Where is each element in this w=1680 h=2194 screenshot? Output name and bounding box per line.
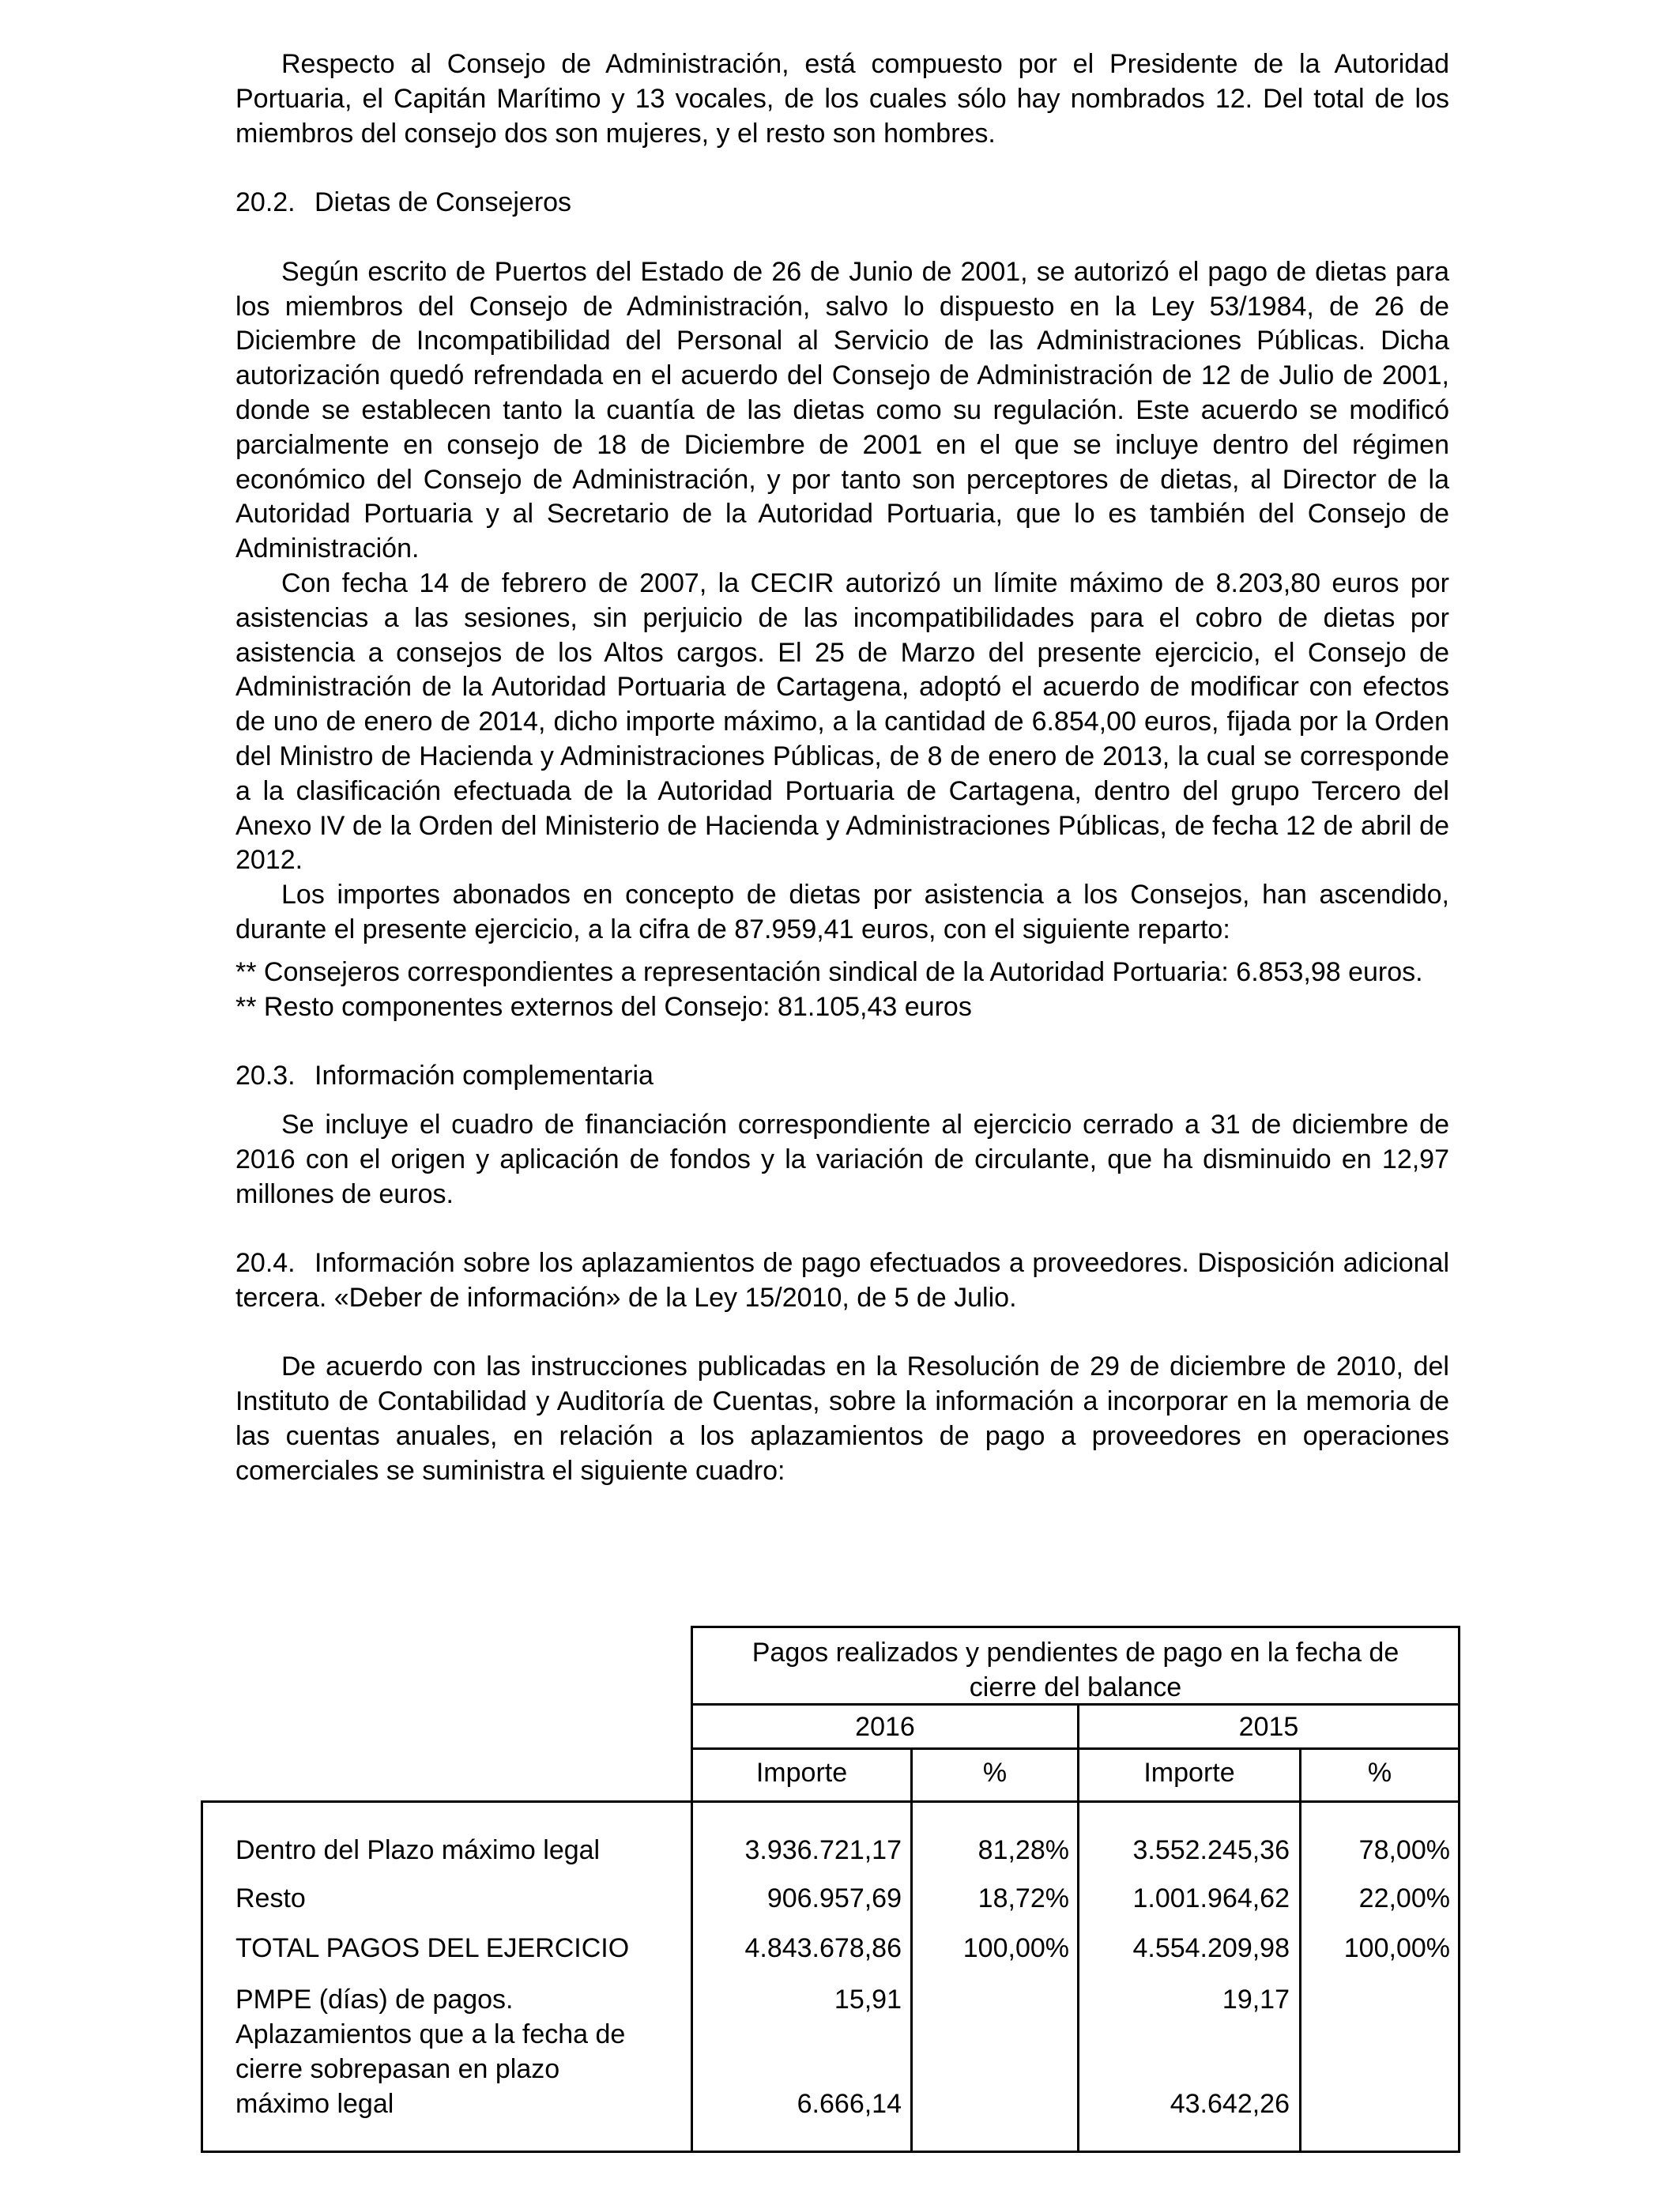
row-label-line: máximo legal <box>235 2088 394 2119</box>
header-title-line: cierre del balance <box>969 1672 1182 1702</box>
importe-2015-header: Importe <box>1143 1758 1235 1788</box>
pct-2015: 100,00% <box>1343 1933 1450 1963</box>
importe-2016: 906.957,69 <box>767 1883 902 1913</box>
pct-2016: 81,28% <box>977 1835 1069 1865</box>
paragraph-cecir-limite: Con fecha 14 de febrero de 2007, la CECIR autorizó un límite máximo de 8.203,80 euros por asistencias a las sesiones, sin perjuicio de las incompatibilidades para el cobro de dietas por asistencia a consejos de los Altos cargos. El 25 de Marzo del presente ejercicio, el Consejo de Administración de la Autoridad Portuaria de Cartagena, adoptó el acuerdo de modificar con efectos de uno de enero de 2014, dicho importe máximo, a la cantidad de 6.854,00 euros, fijada por la Orden del Ministro de Hacienda y Administraciones Públicas, de 8 de enero de 2013, la cual se corresponde a la clasificación efectuada de la Autoridad Portuaria de Cartagena, dentro del grupo Tercero del Anexo IV de la Orden del Ministerio de Hacienda y Administraciones Públicas, de fecha 12 de abril de 2012. <box>235 567 1449 876</box>
importe-2015: 43.642,26 <box>1170 2089 1290 2119</box>
pct-2015: 78,00% <box>1358 1835 1450 1865</box>
section-title: Información sobre los aplazamientos de pago efectuados a proveedores. Disposición adicional tercera. «Deber de información» de la Ley 15/2010, de 5 de Julio. <box>235 1248 1449 1313</box>
table-border <box>201 1800 1460 1803</box>
section-heading-20-3 <box>235 1059 1449 1094</box>
header-title-line: Pagos realizados y pendientes de pago en la fecha de <box>751 1638 1399 1668</box>
section-number: 20.4. <box>235 1248 296 1279</box>
pct-2015: 22,00% <box>1358 1883 1450 1913</box>
paragraph-instrucciones-icac: De acuerdo con las instrucciones publicadas en la Resolución de 29 de diciembre de 2010, del Instituto de Contabilidad y Auditoría de Cuentas, sobre la información a incorporar en la memoria de las cuentas anuales, en relación a los aplazamientos de pago a proveedores en operaciones comerciales se suministra el siguiente cuadro: <box>235 1351 1449 1486</box>
row-label <box>235 2018 625 2121</box>
section-heading-20-2 <box>235 186 1449 221</box>
year-2015-header: 2015 <box>1238 1712 1299 1742</box>
table-border <box>201 2151 1460 2153</box>
bullet-consejeros-sindical: ** Consejeros correspondientes a representación sindical de la Autoridad Portuaria: 6.853,98 euros. <box>235 956 1423 987</box>
section-title: Información complementaria <box>315 1061 654 1091</box>
importe-2016-header: Importe <box>755 1758 848 1788</box>
pct-2016: 100,00% <box>962 1933 1069 1963</box>
importe-2015: 1.001.964,62 <box>1132 1883 1290 1913</box>
paragraph-importes-abonados: Los importes abonados en concepto de dietas por asistencia a los Consejos, han ascendido, durante el presente ejercicio, a la cifra de 87.959,41 euros, con el siguiente reparto: <box>235 880 1449 944</box>
importe-2016: 3.936.721,17 <box>744 1835 902 1865</box>
section-title: Dietas de Consejeros <box>315 187 572 218</box>
pct-2015-header: % <box>1367 1758 1392 1788</box>
pct-2016-header: % <box>982 1758 1008 1788</box>
section-number: 20.3. <box>235 1061 296 1091</box>
bullet-resto-componentes: ** Resto componentes externos del Consejo: 81.105,43 euros <box>235 991 972 1022</box>
text-column <box>235 47 1449 1489</box>
importe-2015: 19,17 <box>1222 1985 1290 2015</box>
table-border <box>691 1747 1460 1750</box>
importe-2016: 4.843.678,86 <box>744 1933 902 1963</box>
row-label: Dentro del Plazo máximo legal <box>235 1835 601 1865</box>
paragraph-consejo-composicion: Respecto al Consejo de Administración, está compuesto por el Presidente de la Autoridad Portuaria, el Capitán Marítimo y 13 vocales, de los cuales sólo hay nombrados 12. Del total de los miembros del consejo dos son mujeres, y el resto son hombres. <box>235 49 1449 149</box>
importe-2015: 3.552.245,36 <box>1132 1835 1290 1865</box>
pct-2016: 18,72% <box>977 1883 1069 1913</box>
row-label-line: Aplazamientos que a la fecha de <box>235 2019 626 2049</box>
table-header-title <box>693 1636 1458 1706</box>
importe-2015: 4.554.209,98 <box>1132 1933 1290 1963</box>
table-border <box>201 1800 203 2153</box>
row-label-line: cierre sobrepasan en plazo <box>235 2053 560 2084</box>
paragraph-dietas-autorizacion: Según escrito de Puertos del Estado de 26 de Junio de 2001, se autorizó el pago de dietas para los miembros del Consejo de Administración, salvo lo dispuesto en la Ley 53/1984, de 26 de Diciembre de Incompatibilidad del Personal al Servicio de las Administraciones Públicas. Dicha autorización quedó refrendada en el acuerdo del Consejo de Administración de 12 de Julio de 2001, donde se establecen tanto la cuantía de las dietas como su regulación. Este acuerdo se modificó parcialmente en consejo de 18 de Diciembre de 2001 en el que se incluye dentro del régimen económico del Consejo de Administración, y por tanto son perceptores de dietas, al Director de la Autoridad Portuaria y al Secretario de la Autoridad Portuaria, que lo es también del Consejo de Administración. <box>235 256 1449 564</box>
section-number: 20.2. <box>235 187 296 218</box>
year-2016-header: 2016 <box>855 1712 915 1742</box>
payments-table <box>201 1626 1460 2153</box>
row-label: PMPE (días) de pagos. <box>235 1985 514 2015</box>
row-label: Resto <box>235 1883 306 1913</box>
importe-2016: 6.666,14 <box>797 2089 902 2119</box>
paragraph-cuadro-financiacion: Se incluye el cuadro de financiación correspondiente al ejercicio cerrado a 31 de diciembre de 2016 con el origen y aplicación de fondos y la variación de circulante, que ha disminuido en 12,97 millones de euros. <box>235 1109 1449 1209</box>
row-label: TOTAL PAGOS DEL EJERCICIO <box>235 1933 630 1963</box>
section-heading-20-4 <box>235 1246 1449 1316</box>
table-border <box>691 1626 1460 1628</box>
table-border <box>1458 1626 1460 2153</box>
importe-2016: 15,91 <box>834 1985 902 2015</box>
